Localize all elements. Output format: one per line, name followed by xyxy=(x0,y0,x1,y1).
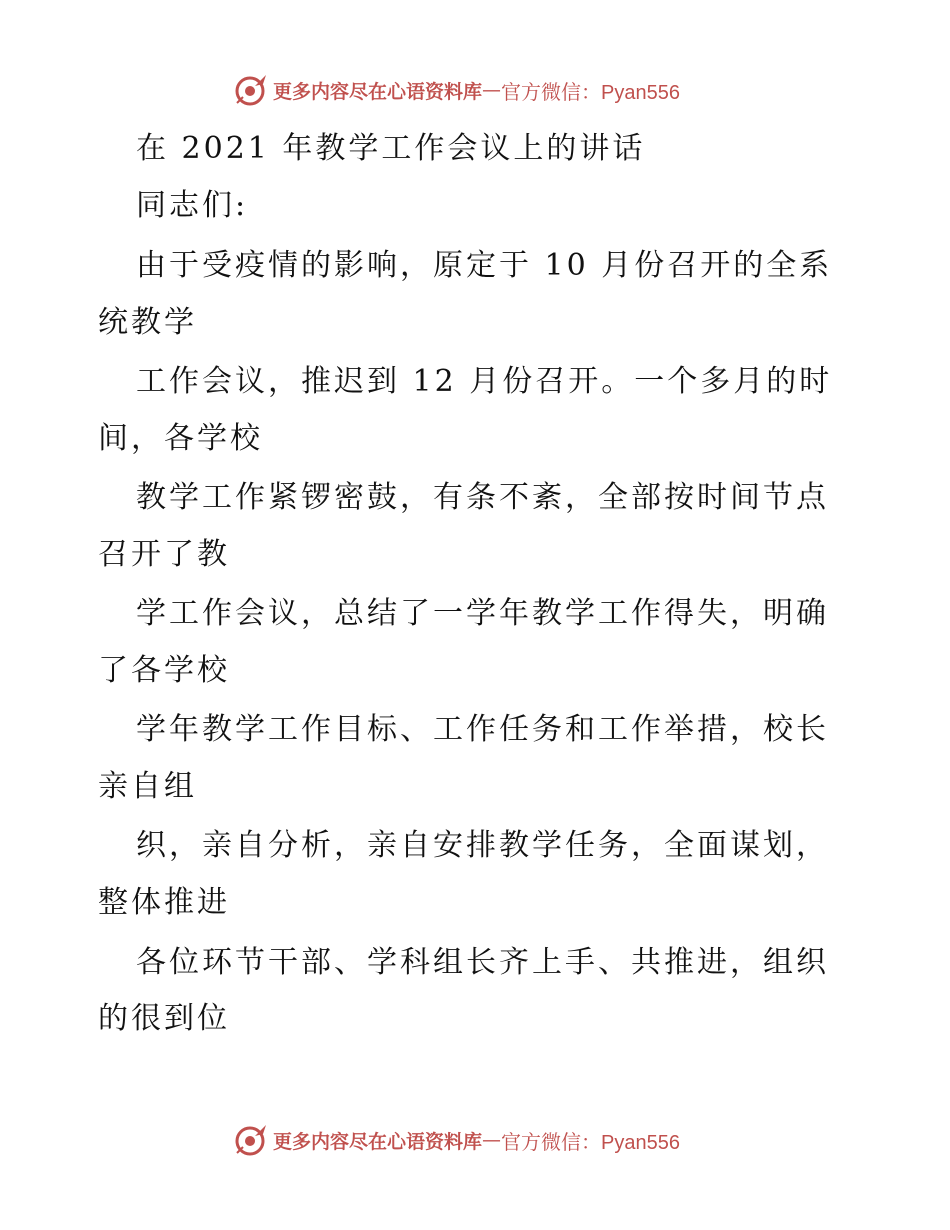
paragraph-line: 学年教学工作目标、工作任务和工作举措，校长 xyxy=(136,712,829,747)
paragraph-line: 各位环节干部、学科组长齐上手、共推进，组织 xyxy=(136,945,829,980)
banner-text: 更多内容尽在心语资料库 xyxy=(273,1130,483,1153)
paragraph-line: 间，各学校 xyxy=(98,421,263,456)
banner-dash: — xyxy=(482,1129,502,1151)
header-watermark-banner xyxy=(233,72,680,108)
paragraph-line: 的很到位 xyxy=(98,1001,230,1036)
paragraph-line: 统教学 xyxy=(98,305,197,340)
banner-wechat: 官方微信：Pyan556 xyxy=(501,81,680,104)
paragraph-line: 了各学校 xyxy=(98,653,230,688)
banner-dash: — xyxy=(482,79,502,101)
paragraph-line: 学工作会议，总结了一学年教学工作得失，明确 xyxy=(136,596,829,631)
quill-logo-icon xyxy=(233,1122,269,1158)
paragraph-line: 召开了教 xyxy=(98,537,230,572)
banner-wechat: 官方微信：Pyan556 xyxy=(501,1131,680,1154)
paragraph-line: 亲自组 xyxy=(98,769,197,804)
paragraph-line: 由于受疫情的影响，原定于 10 月份召开的全系 xyxy=(136,248,833,283)
footer-watermark-banner xyxy=(233,1122,680,1158)
quill-logo-icon xyxy=(233,72,269,108)
paragraph-line: 教学工作紧锣密鼓，有条不紊，全部按时间节点 xyxy=(136,480,829,515)
paragraph-line: 织，亲自分析，亲自安排教学任务，全面谋划， xyxy=(136,828,829,863)
salutation: 同志们: xyxy=(136,188,249,223)
document-title: 在 2021 年教学工作会议上的讲话 xyxy=(136,131,646,166)
banner-text: 更多内容尽在心语资料库 xyxy=(273,80,483,103)
paragraph-line: 工作会议，推迟到 12 月份召开。一个多月的时 xyxy=(136,364,833,399)
paragraph-line: 整体推进 xyxy=(98,885,230,920)
